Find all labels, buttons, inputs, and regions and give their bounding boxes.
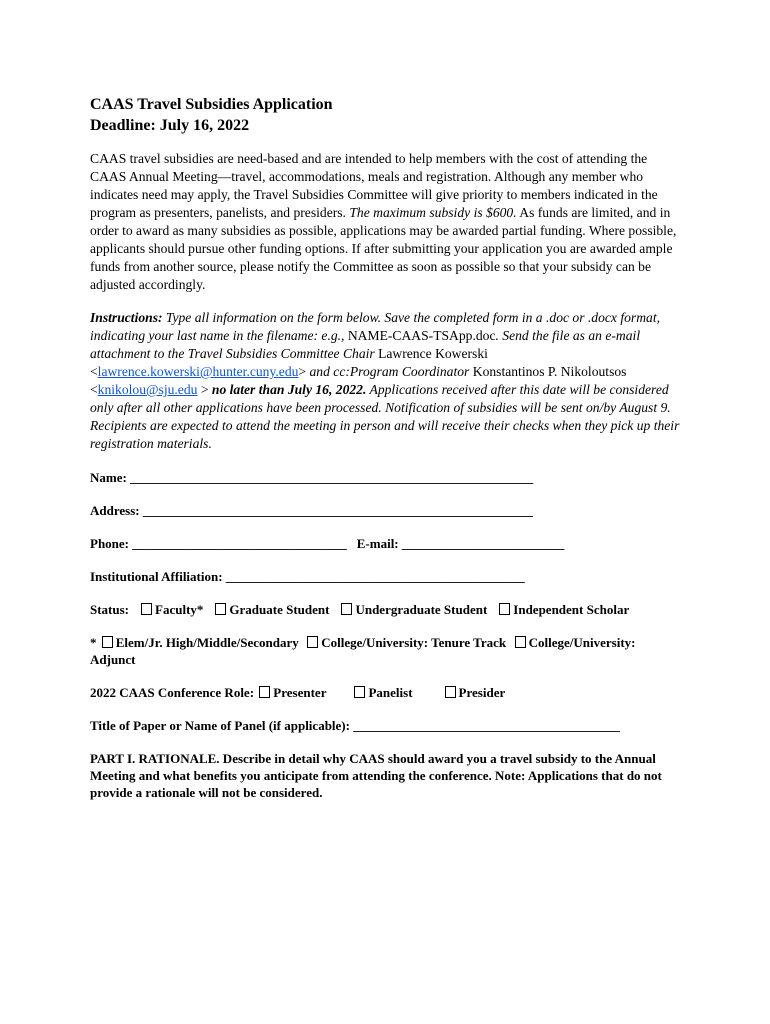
coordinator-email-open: <: [90, 382, 98, 397]
status-graduate-checkbox[interactable]: [215, 603, 226, 615]
intro-text-2: As funds are limited, and in order to award as many subsidies as possible, applications may be awarded partial funding. Where possible, applicants should pursue other funding options. If after submitting your application you are awarded ample funds from another source, please notify the Committee as soon as possible so that your subsidy can be adjusted accordingly.: [90, 205, 677, 292]
form-title: [90, 94, 680, 136]
coordinator-email-close: >: [197, 382, 209, 397]
coordinator-name: Konstantinos P. Nikoloutsos: [472, 364, 627, 379]
affiliation-label: Institutional Affiliation:: [90, 569, 226, 584]
form-title-text: CAAS Travel Subsidies Application: [90, 96, 333, 113]
role-label: 2022 CAAS Conference Role:: [90, 685, 258, 700]
name-row: [90, 469, 680, 486]
paper-title-row: [90, 717, 680, 734]
chair-email-link[interactable]: lawrence.kowerski@hunter.cuny.edu: [97, 364, 299, 379]
intro-paragraph: [90, 150, 680, 294]
chair-email-close: >: [298, 364, 307, 379]
faculty-tenure-checkbox[interactable]: [307, 636, 318, 648]
status-faculty-label: Faculty*: [155, 602, 204, 617]
faculty-adjunct-label: College/University: Adjunct: [90, 635, 636, 667]
max-subsidy-text: The maximum subsidy is $600.: [349, 205, 517, 220]
intro-text-1: CAAS travel subsidies are need-based and are intended to help members with the cost of attending the CAAS Annual Meeting—travel, accommodations, meals and registration. Although any member who indicates need may apply, the Travel Subsidies Committee will give priority to members indicated in the program as presenters, panelists, and presiders.: [90, 151, 658, 220]
status-graduate-label: Graduate Student: [229, 602, 330, 617]
status-independent-label: Independent Scholar: [513, 602, 630, 617]
name-field[interactable]: ______________________________________________________________: [130, 470, 534, 485]
faculty-tenure-label: College/University: Tenure Track: [321, 635, 507, 650]
status-row: [90, 601, 680, 618]
status-faculty-checkbox[interactable]: [141, 603, 152, 615]
address-field[interactable]: ____________________________________________________________: [142, 503, 533, 518]
status-label: Status:: [90, 602, 130, 617]
instructions-label: Instructions:: [90, 310, 163, 325]
faculty-type-prefix: *: [90, 635, 100, 650]
affiliation-row: [90, 568, 680, 585]
role-presider-checkbox[interactable]: [445, 686, 456, 698]
phone-email-row: [90, 535, 680, 552]
status-undergraduate-checkbox[interactable]: [341, 603, 352, 615]
role-presenter-label: Presenter: [273, 685, 327, 700]
email-label: E-mail:: [356, 536, 402, 551]
name-label: Name:: [90, 470, 131, 485]
faculty-elem-checkbox[interactable]: [102, 636, 113, 648]
phone-label: Phone:: [90, 536, 133, 551]
instructions-text-3: and cc:Program Coordinator: [306, 364, 473, 379]
application-form-page: [90, 94, 680, 801]
instructions-text-4: Applications received after this date will be considered only after all other applications have been processed. Notification of subsidies will be sent on/by August 9. Recipients are expected to attend the meeting in person and will receive their checks when they pick up their registration materials.: [90, 382, 680, 451]
paper-title-label: Title of Paper or Name of Panel (if applicable):: [90, 718, 354, 733]
chair-name: Lawrence Kowerski: [378, 346, 488, 361]
address-label: Address:: [90, 503, 143, 518]
role-row: [90, 684, 680, 701]
deadline-emphasis: no later than July 16, 2022.: [208, 382, 367, 397]
affiliation-field[interactable]: ______________________________________________: [225, 569, 525, 584]
phone-field[interactable]: _________________________________: [132, 536, 347, 551]
faculty-elem-label: Elem/Jr. High/Middle/Secondary: [115, 635, 299, 650]
chair-email-open: <: [90, 364, 98, 379]
role-panelist-label: Panelist: [368, 685, 413, 700]
faculty-adjunct-checkbox[interactable]: [515, 636, 526, 648]
role-presenter-checkbox[interactable]: [259, 686, 270, 698]
role-panelist-checkbox[interactable]: [354, 686, 365, 698]
paper-title-field[interactable]: _________________________________________: [353, 718, 620, 733]
instructions-paragraph: [90, 309, 680, 453]
filename-example: NAME-CAAS-TSApp.doc: [347, 328, 496, 343]
status-undergraduate-label: Undergraduate Student: [355, 602, 488, 617]
faculty-type-row: [90, 634, 680, 668]
part-one-rationale: PART I. RATIONALE. Describe in detail why CAAS should award you a travel subsidy to the Annual Meeting and what benefits you anticipate from attending the conference. Note: Applications that do not provide a rationale will not be considered.: [90, 751, 662, 800]
coordinator-email-link[interactable]: knikolou@sju.edu: [97, 382, 198, 397]
role-presider-label: Presider: [458, 685, 506, 700]
status-independent-checkbox[interactable]: [499, 603, 510, 615]
address-row: [90, 502, 680, 519]
email-field[interactable]: _________________________: [401, 536, 565, 551]
deadline-heading: Deadline: July 16, 2022: [90, 117, 250, 134]
instructions-text-1: Type all information on the form below. Save the completed form in a .doc or .docx format, indicating your last name in the filename: e.g.,: [90, 310, 661, 343]
instructions-text-2: . Send the file as an e-mail attachment to the Travel Subsidies Committee Chair: [90, 328, 641, 361]
